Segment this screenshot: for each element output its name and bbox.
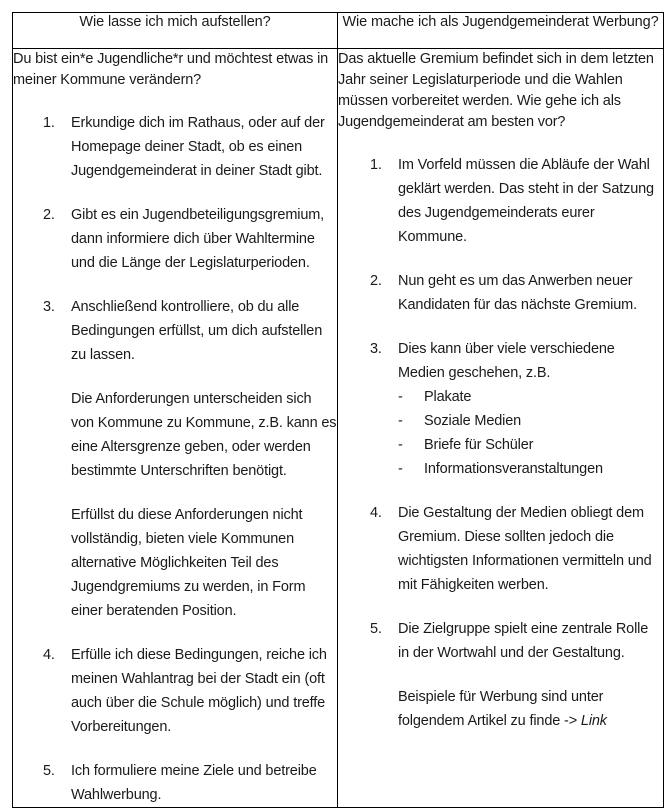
step-item-aufstellen-4 (13, 643, 337, 739)
step-text: Ich formuliere meine Ziele und betreibe Wahlwerbung. (71, 763, 317, 803)
dash-bullet-icon: - (398, 437, 403, 453)
column-header-aufstellen-label: Wie lasse ich mich aufstellen? (79, 14, 271, 30)
step-marker: 3. (370, 341, 382, 357)
media-sub-list-item (398, 409, 663, 433)
step-marker: 4. (370, 505, 382, 521)
continuation-paragraph-with-link (338, 685, 663, 733)
step-text: Die Zielgruppe spielt eine zentrale Rolle in der Wortwahl und der Gestaltung. (398, 621, 649, 661)
step-text: Im Vorfeld müssen die Abläufe der Wahl geklärt werden. Das steht in der Satzung des Jugendgemeinderats eurer Kommune. (398, 157, 654, 245)
step-marker: 2. (370, 273, 382, 289)
step-marker: 2. (43, 207, 55, 223)
continuation-paragraph: Erfüllst du diese Anforderungen nicht vollständig, bieten viele Kommunen alternative Möglichkeiten Teil des Jugendgremiums zu werden, in Form einer beratenden Position. (71, 507, 306, 619)
step-list-aufstellen (13, 111, 337, 807)
dash-bullet-icon: - (398, 461, 403, 477)
media-sub-list-item (398, 433, 663, 457)
step-marker: 5. (43, 763, 55, 779)
step-text: Gibt es ein Jugendbeteiligungsgremium, dann informiere dich über Wahltermine und die Länge der Legislaturperioden. (71, 207, 325, 271)
table-header-row (13, 13, 664, 49)
step-item-werbung-5 (338, 617, 663, 665)
content-table (12, 12, 664, 808)
dash-bullet-icon: - (398, 413, 403, 429)
step-item-werbung-4 (338, 501, 663, 597)
article-link[interactable]: Link (580, 713, 607, 729)
intro-paragraph-werbung: Das aktuelle Gremium befindet sich in dem letzten Jahr seiner Legislaturperiode und die Wahlen müssen vorbereitet werden. Wie gehe ich als Jugendgemeinderat am besten vor? (338, 51, 654, 130)
step-text: Erkundige dich im Rathaus, oder auf der Homepage deiner Stadt, ob es einen Jugendgemeinderat in deiner Stadt gibt. (71, 115, 325, 179)
continuation-paragraph: Die Anforderungen unterscheiden sich von Kommune zu Kommune, z.B. kann es eine Altersgrenze geben, oder werden bestimmte Unterschriften benötigt. (71, 391, 337, 479)
column-header-werbung-label: Wie mache ich als Jugendgemeinderat Werbung? (342, 14, 659, 30)
step-marker: 1. (370, 157, 382, 173)
step-text: Anschließend kontrolliere, ob du alle Bedingungen erfüllst, um dich aufstellen zu lassen. (71, 299, 323, 363)
paragraph-text: Beispiele für Werbung sind unter folgendem Artikel zu finde -> (398, 689, 604, 729)
step-item-aufstellen-2 (13, 203, 337, 275)
step-marker: 4. (43, 647, 55, 663)
step-text: Erfülle ich diese Bedingungen, reiche ich meinen Wahlantrag bei der Stadt ein (oft auch über die Schule möglich) und treffe Vorbereitungen. (71, 647, 327, 735)
column-cell-werbung (338, 49, 664, 808)
media-sub-list-label: Informationsveranstaltungen (424, 461, 603, 477)
step-marker: 5. (370, 621, 382, 637)
media-sub-list-label: Briefe für Schüler (424, 437, 534, 453)
step-list-werbung (338, 153, 663, 733)
step-marker: 3. (43, 299, 55, 315)
step-text: Nun geht es um das Anwerben neuer Kandidaten für das nächste Gremium. (398, 273, 637, 313)
column-cell-aufstellen (13, 49, 338, 808)
step-item-werbung-2 (338, 269, 663, 317)
media-sub-list-label: Plakate (424, 389, 472, 405)
step-item-aufstellen-5 (13, 759, 337, 807)
media-sub-list (398, 385, 663, 481)
column-header-aufstellen (13, 13, 338, 49)
step-text: Die Gestaltung der Medien obliegt dem Gremium. Diese sollten jedoch die wichtigsten Informationen vermitteln und mit Fähigkeiten werben. (398, 505, 652, 593)
media-sub-list-item (398, 457, 663, 481)
step-item-aufstellen-3 (13, 295, 337, 367)
media-sub-list-label: Soziale Medien (424, 413, 522, 429)
step-item-aufstellen-1 (13, 111, 337, 183)
media-sub-list-item (398, 385, 663, 409)
step-marker: 1. (43, 115, 55, 131)
step-text: Dies kann über viele verschiedene Medien geschehen, z.B. (398, 341, 615, 381)
dash-bullet-icon: - (398, 389, 403, 405)
column-header-werbung (338, 13, 664, 49)
step-item-werbung-1 (338, 153, 663, 249)
step-item-werbung-3 (338, 337, 663, 481)
intro-paragraph-aufstellen: Du bist ein*e Jugendliche*r und möchtest etwas in meiner Kommune verändern? (13, 51, 329, 88)
table-body-row (13, 49, 664, 808)
